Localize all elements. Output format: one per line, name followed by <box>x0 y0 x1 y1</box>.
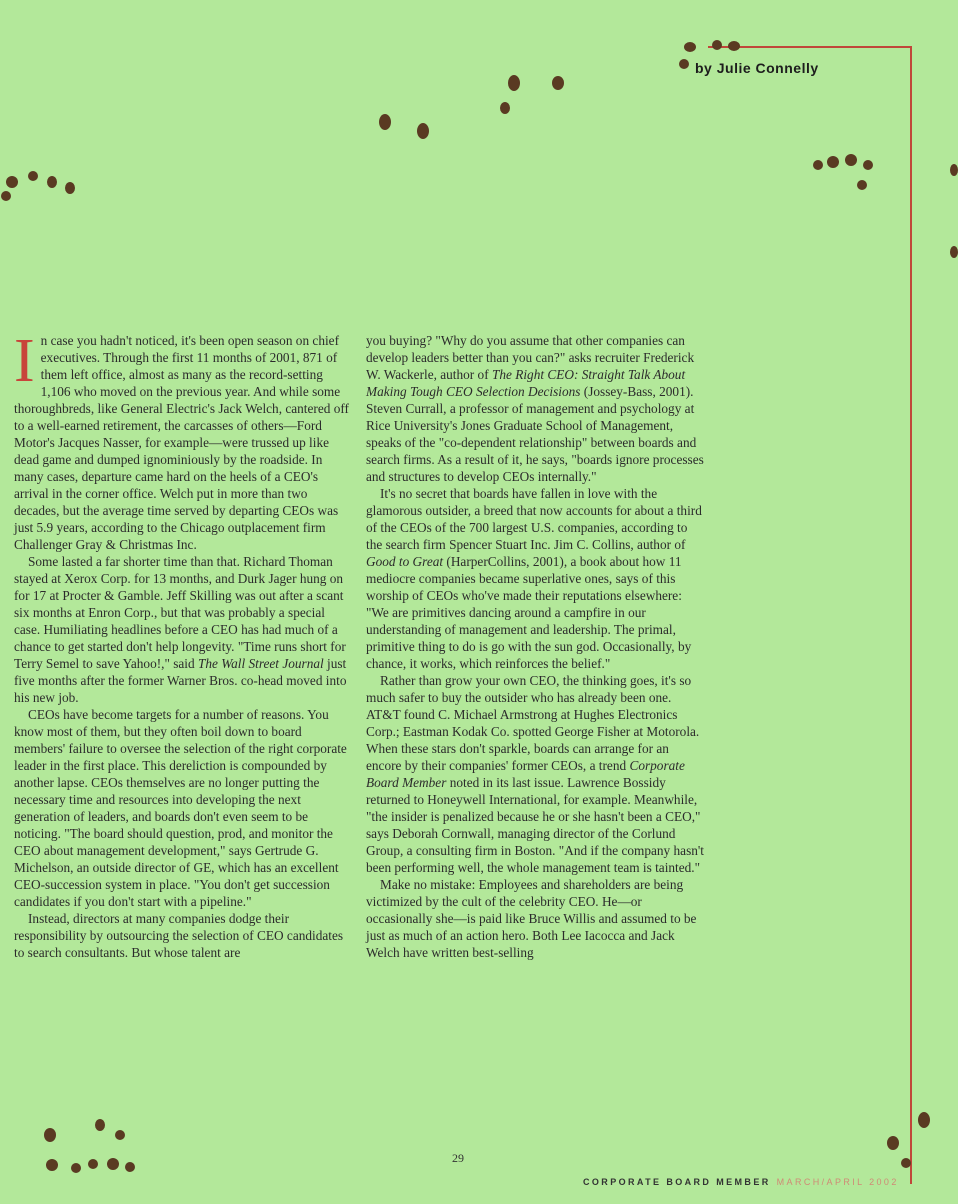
paragraph-5: you buying? "Why do you assume that other companies can develop leaders better than you can?" asks recruiter Frederick W. Wackerle, author of The Right CEO: Straight Talk About Making Tough CEO Selection Decisions (Jossey-Bass, 2001). Steven Currall, a professor of management and psychology at Rice University's Jones Graduate School of Management, speaks of the "co-dependent relationship" between boards and search firms. As a result of it, he says, "boards ignore processes and structures to develop CEOs internally." <box>366 333 704 484</box>
dot-icon <box>88 1159 98 1169</box>
dot-icon <box>950 246 958 258</box>
dot-icon <box>95 1119 105 1131</box>
dot-icon <box>508 75 520 91</box>
issue-date: MARCH/APRIL 2002 <box>776 1177 899 1187</box>
article-column-right <box>366 332 706 961</box>
dot-icon <box>813 160 823 170</box>
dot-icon <box>71 1163 81 1173</box>
dot-icon <box>684 42 696 52</box>
drop-cap: I <box>14 327 35 395</box>
dot-icon <box>47 176 57 188</box>
dot-icon <box>901 1158 911 1168</box>
article-column-left <box>14 327 354 961</box>
paragraph-6: It's no secret that boards have fallen in love with the glamorous outsider, a breed that now accounts for about a third of the CEOs of the 700 largest U.S. companies, according to the search firm Spencer Stuart Inc. Jim C. Collins, author of Good to Great (HarperCollins, 2001), a book about how 11 mediocre companies became superlative ones, says of this worship of CEOs who've made their reputations elsewhere: "We are primitives dancing around a campfire in our understanding of management and leadership. The primal, primitive thing to do is go with the sun god. Occasionally, by chance, it works, which reinforces the belief." <box>366 486 702 671</box>
byline: by Julie Connelly <box>695 60 819 76</box>
dot-icon <box>845 154 857 166</box>
dot-icon <box>827 156 839 168</box>
dot-icon <box>552 76 564 90</box>
paragraph-3: CEOs have become targets for a number of reasons. You know most of them, but they often boil down to board members' failure to oversee the selection of the right corporate leader in the first place. This dereliction is compounded by another lapse. CEOs themselves are no longer putting the necessary time and resources into developing the next generation of leaders, and boards don't even seem to be noticing. "The board should question, prod, and monitor the CEO about management development," says Gertrude G. Michelson, an outside director of GE, which has an excellent CEO-succession system in place. "You don't get succession candidates if you don't start with a pipeline." <box>14 707 347 909</box>
dot-icon <box>863 160 873 170</box>
dot-icon <box>918 1112 930 1128</box>
dot-icon <box>379 114 391 130</box>
dot-icon <box>107 1158 119 1170</box>
paragraph-7: Rather than grow your own CEO, the thinking goes, it's so much safer to buy the outsider who has already been one. AT&T found C. Michael Armstrong at Hughes Electronics Corp.; Eastman Kodak Co. spotted George Fisher at Motorola. When these stars don't sparkle, boards can arrange for an encore by their companies' former CEOs, a trend Corporate Board Member noted in its last issue. Lawrence Bossidy returned to Honeywell International, for example. Meanwhile, "the insider is penalized because he or she hasn't been a CEO," says Deborah Cornwall, managing director of the Corlund Group, a consulting firm in Boston. "And if the company hasn't been performing well, the whole management team is tainted." <box>366 673 704 875</box>
dot-icon <box>125 1162 135 1172</box>
footer-credit <box>583 1177 899 1187</box>
paragraph-8: Make no mistake: Employees and shareholders are being victimized by the cult of the celebrity CEO. He—or occasionally she—is paid like Bruce Willis and assumed to be just as much of an action hero. Both Lee Iacocca and Jack Welch have written best-selling <box>366 877 697 960</box>
magazine-name: CORPORATE BOARD MEMBER <box>583 1177 771 1187</box>
dot-icon <box>500 102 510 114</box>
dot-icon <box>857 180 867 190</box>
dot-icon <box>6 176 18 188</box>
dot-icon <box>417 123 429 139</box>
paragraph-2: Some lasted a far shorter time than that. Richard Thoman stayed at Xerox Corp. for 13 months, and Durk Jager hung on for 17 at Procter & Gamble. Jeff Skilling was out after a scant six months at Enron Corp., but that was probably a special case. Humiliating headlines before a CEO has had much of a chance to get started don't help longevity. "Time runs short for Terry Semel to save Yahoo!," said The Wall Street Journal just five months after the former Warner Bros. co-head moved into his new job. <box>14 554 347 705</box>
dot-icon <box>728 41 740 51</box>
dot-icon <box>679 59 689 69</box>
dot-icon <box>887 1136 899 1150</box>
dot-icon <box>950 164 958 176</box>
dot-icon <box>1 191 11 201</box>
dot-icon <box>115 1130 125 1140</box>
paragraph-4: Instead, directors at many companies dodge their responsibility by outsourcing the selection of CEO candidates to search consultants. But whose talent are <box>14 911 344 960</box>
dot-icon <box>712 40 722 50</box>
dot-icon <box>46 1159 58 1171</box>
page-number: 29 <box>452 1151 464 1165</box>
dot-icon <box>28 171 38 181</box>
dot-icon <box>44 1128 56 1142</box>
dot-icon <box>65 182 75 194</box>
paragraph-1: In case you hadn't noticed, it's been open season on chief executives. Through the first 11 months of 2001, 871 of them left office, almost as many as the record-setting 1,106 who moved on the previous year. And while some thoroughbreds, like General Electric's Jack Welch, cantered off to a well-earned retirement, the carcasses of others—Ford Motor's Jacques Nasser, for example—were trussed up like dead game and dumped ignominiously by the roadside. In many cases, departure came hard on the heels of a CEO's arrival in the corner office. Welch put in more than two decades, but the average time served by departing CEOs was just 5.9 years, according to the Chicago outplacement firm Challenger Gray & Christmas Inc. <box>14 327 349 552</box>
